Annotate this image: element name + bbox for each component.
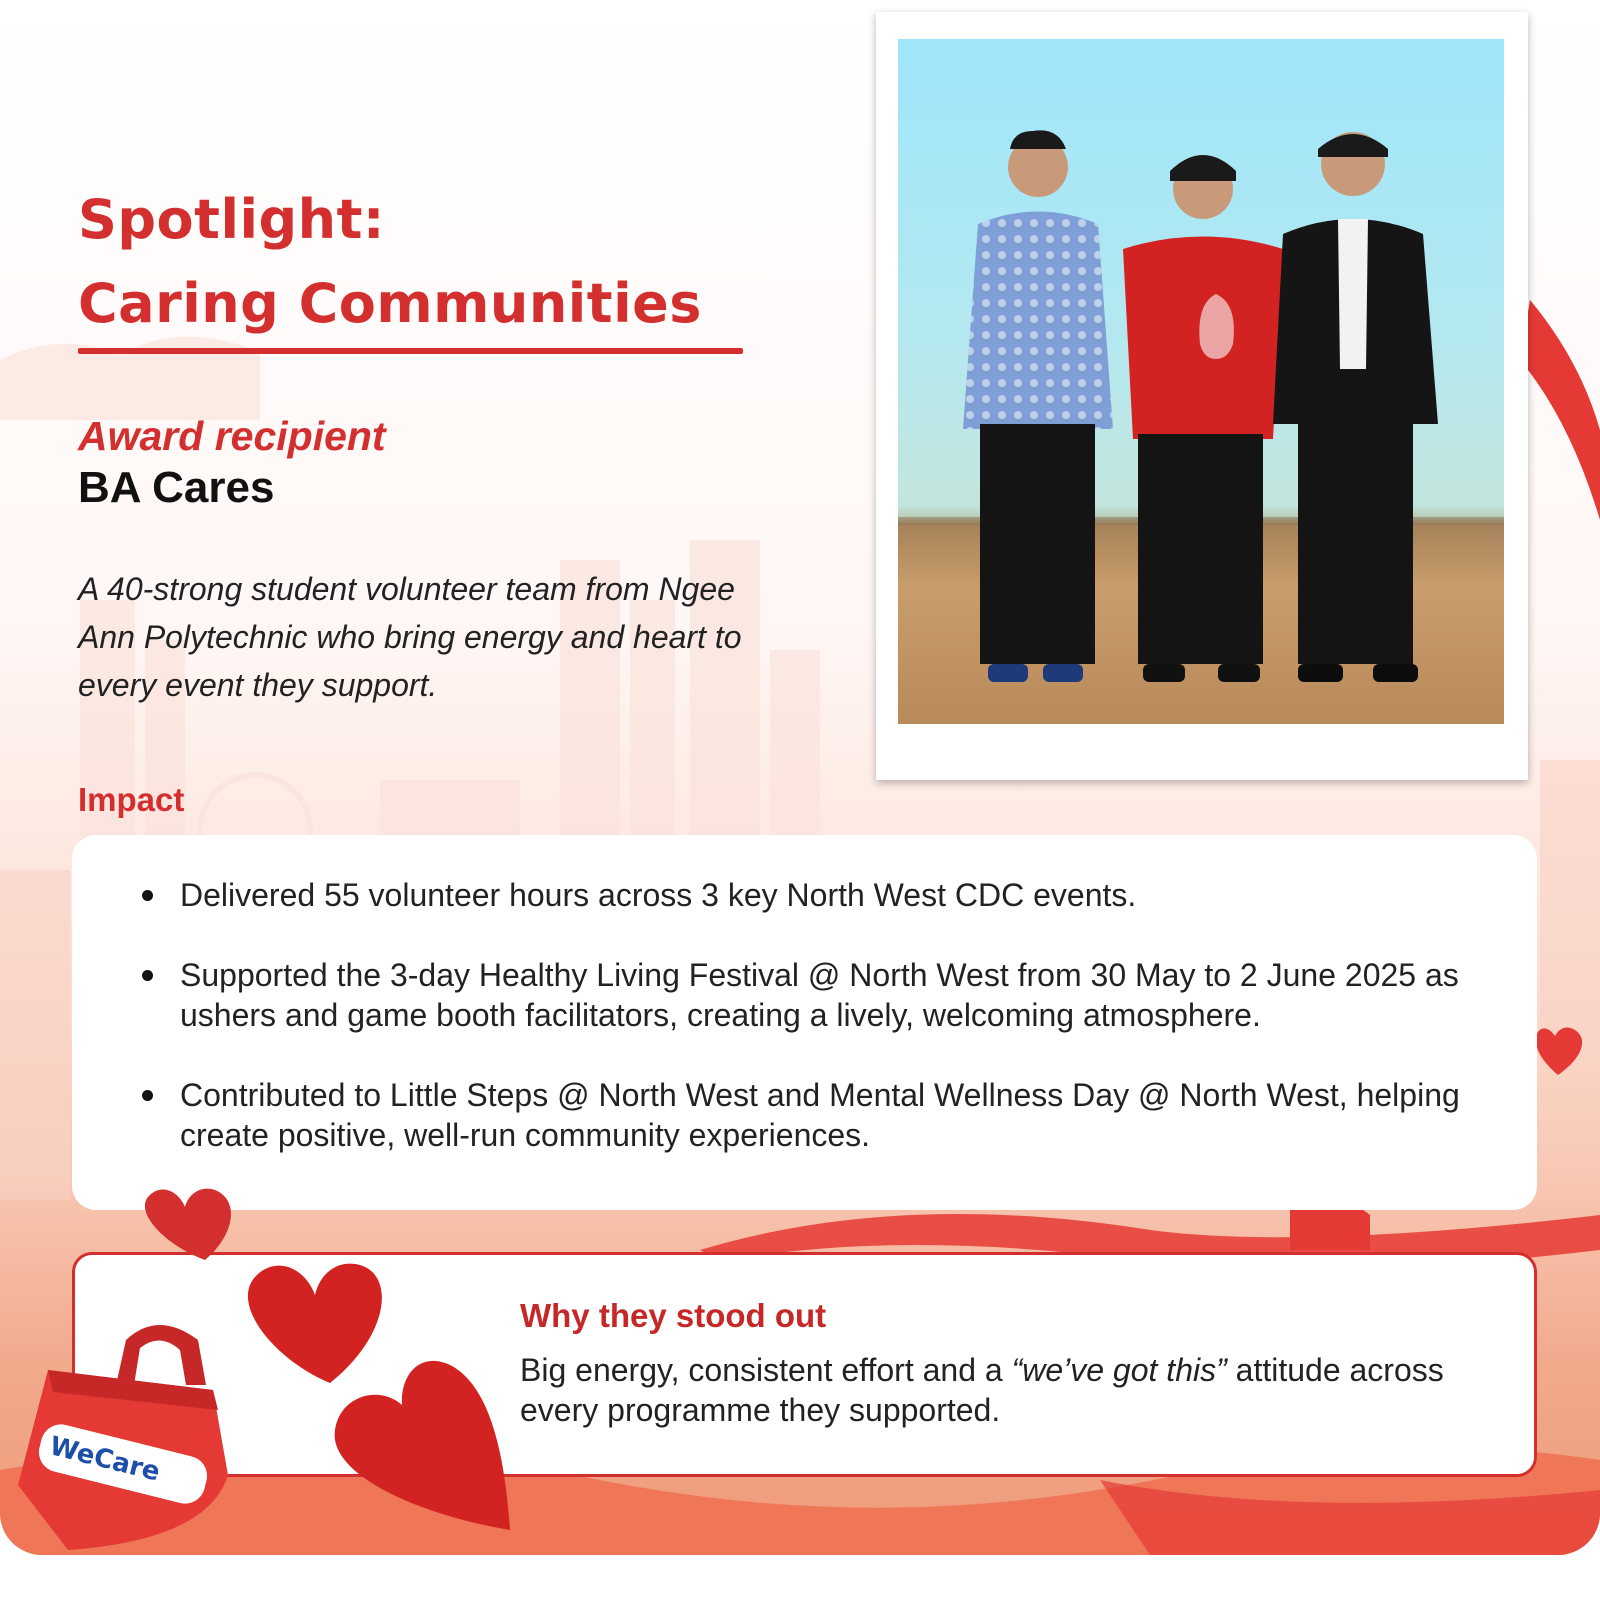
page-title — [78, 178, 702, 346]
person-left — [963, 130, 1113, 682]
why-text — [520, 1350, 1510, 1430]
heart-icon — [145, 1189, 231, 1260]
heart-icon — [248, 1264, 382, 1383]
person-middle — [1123, 155, 1283, 682]
bullet-icon — [142, 1090, 153, 1101]
title-underline — [78, 348, 743, 354]
why-text-start: Big energy, consistent effort and a — [520, 1352, 1012, 1388]
bullet-icon — [142, 890, 153, 901]
impact-list — [72, 875, 1537, 1195]
person-right — [1273, 132, 1438, 682]
why-heading: Why they stood out — [520, 1297, 827, 1334]
award-photo-illustration — [898, 39, 1504, 724]
award-kicker: Award recipient — [78, 413, 386, 459]
shopping-bag-icon — [8, 1300, 238, 1555]
wecare-logo-text: WeCare — [46, 1431, 163, 1488]
award-description: A 40-strong student volunteer team from Ngee Ann Polytechnic who bring energy and heart to every event they support. — [78, 571, 742, 703]
heart-icon — [1536, 1028, 1582, 1075]
award-photo — [898, 39, 1504, 724]
impact-panel — [72, 835, 1537, 1210]
list-item — [72, 875, 1537, 915]
title-line-2: Caring Communities — [78, 272, 702, 335]
bullet-icon — [142, 970, 153, 981]
list-item — [72, 955, 1537, 1035]
impact-text: Supported the 3-day Healthy Living Festival @ North West from 30 May to 2 June 2025 as ushers and game booth facilitators, creating a lively, welcoming atmosphere. — [180, 957, 1459, 1033]
impact-text: Delivered 55 volunteer hours across 3 key North West CDC events. — [180, 877, 1137, 913]
why-text-quote: “we’ve got this” — [1011, 1352, 1227, 1388]
list-item — [72, 1075, 1537, 1155]
impact-label: Impact — [78, 781, 185, 818]
title-line-1: Spotlight: — [78, 188, 385, 251]
award-name: BA Cares — [78, 463, 275, 512]
photo-frame — [876, 12, 1528, 780]
heart-icon — [335, 1361, 510, 1530]
impact-text: Contributed to Little Steps @ North West and Mental Wellness Day @ North West, helping create positive, well-run community experiences. — [180, 1077, 1460, 1153]
why-text-end: attitude across every programme they supported. — [520, 1352, 1444, 1428]
